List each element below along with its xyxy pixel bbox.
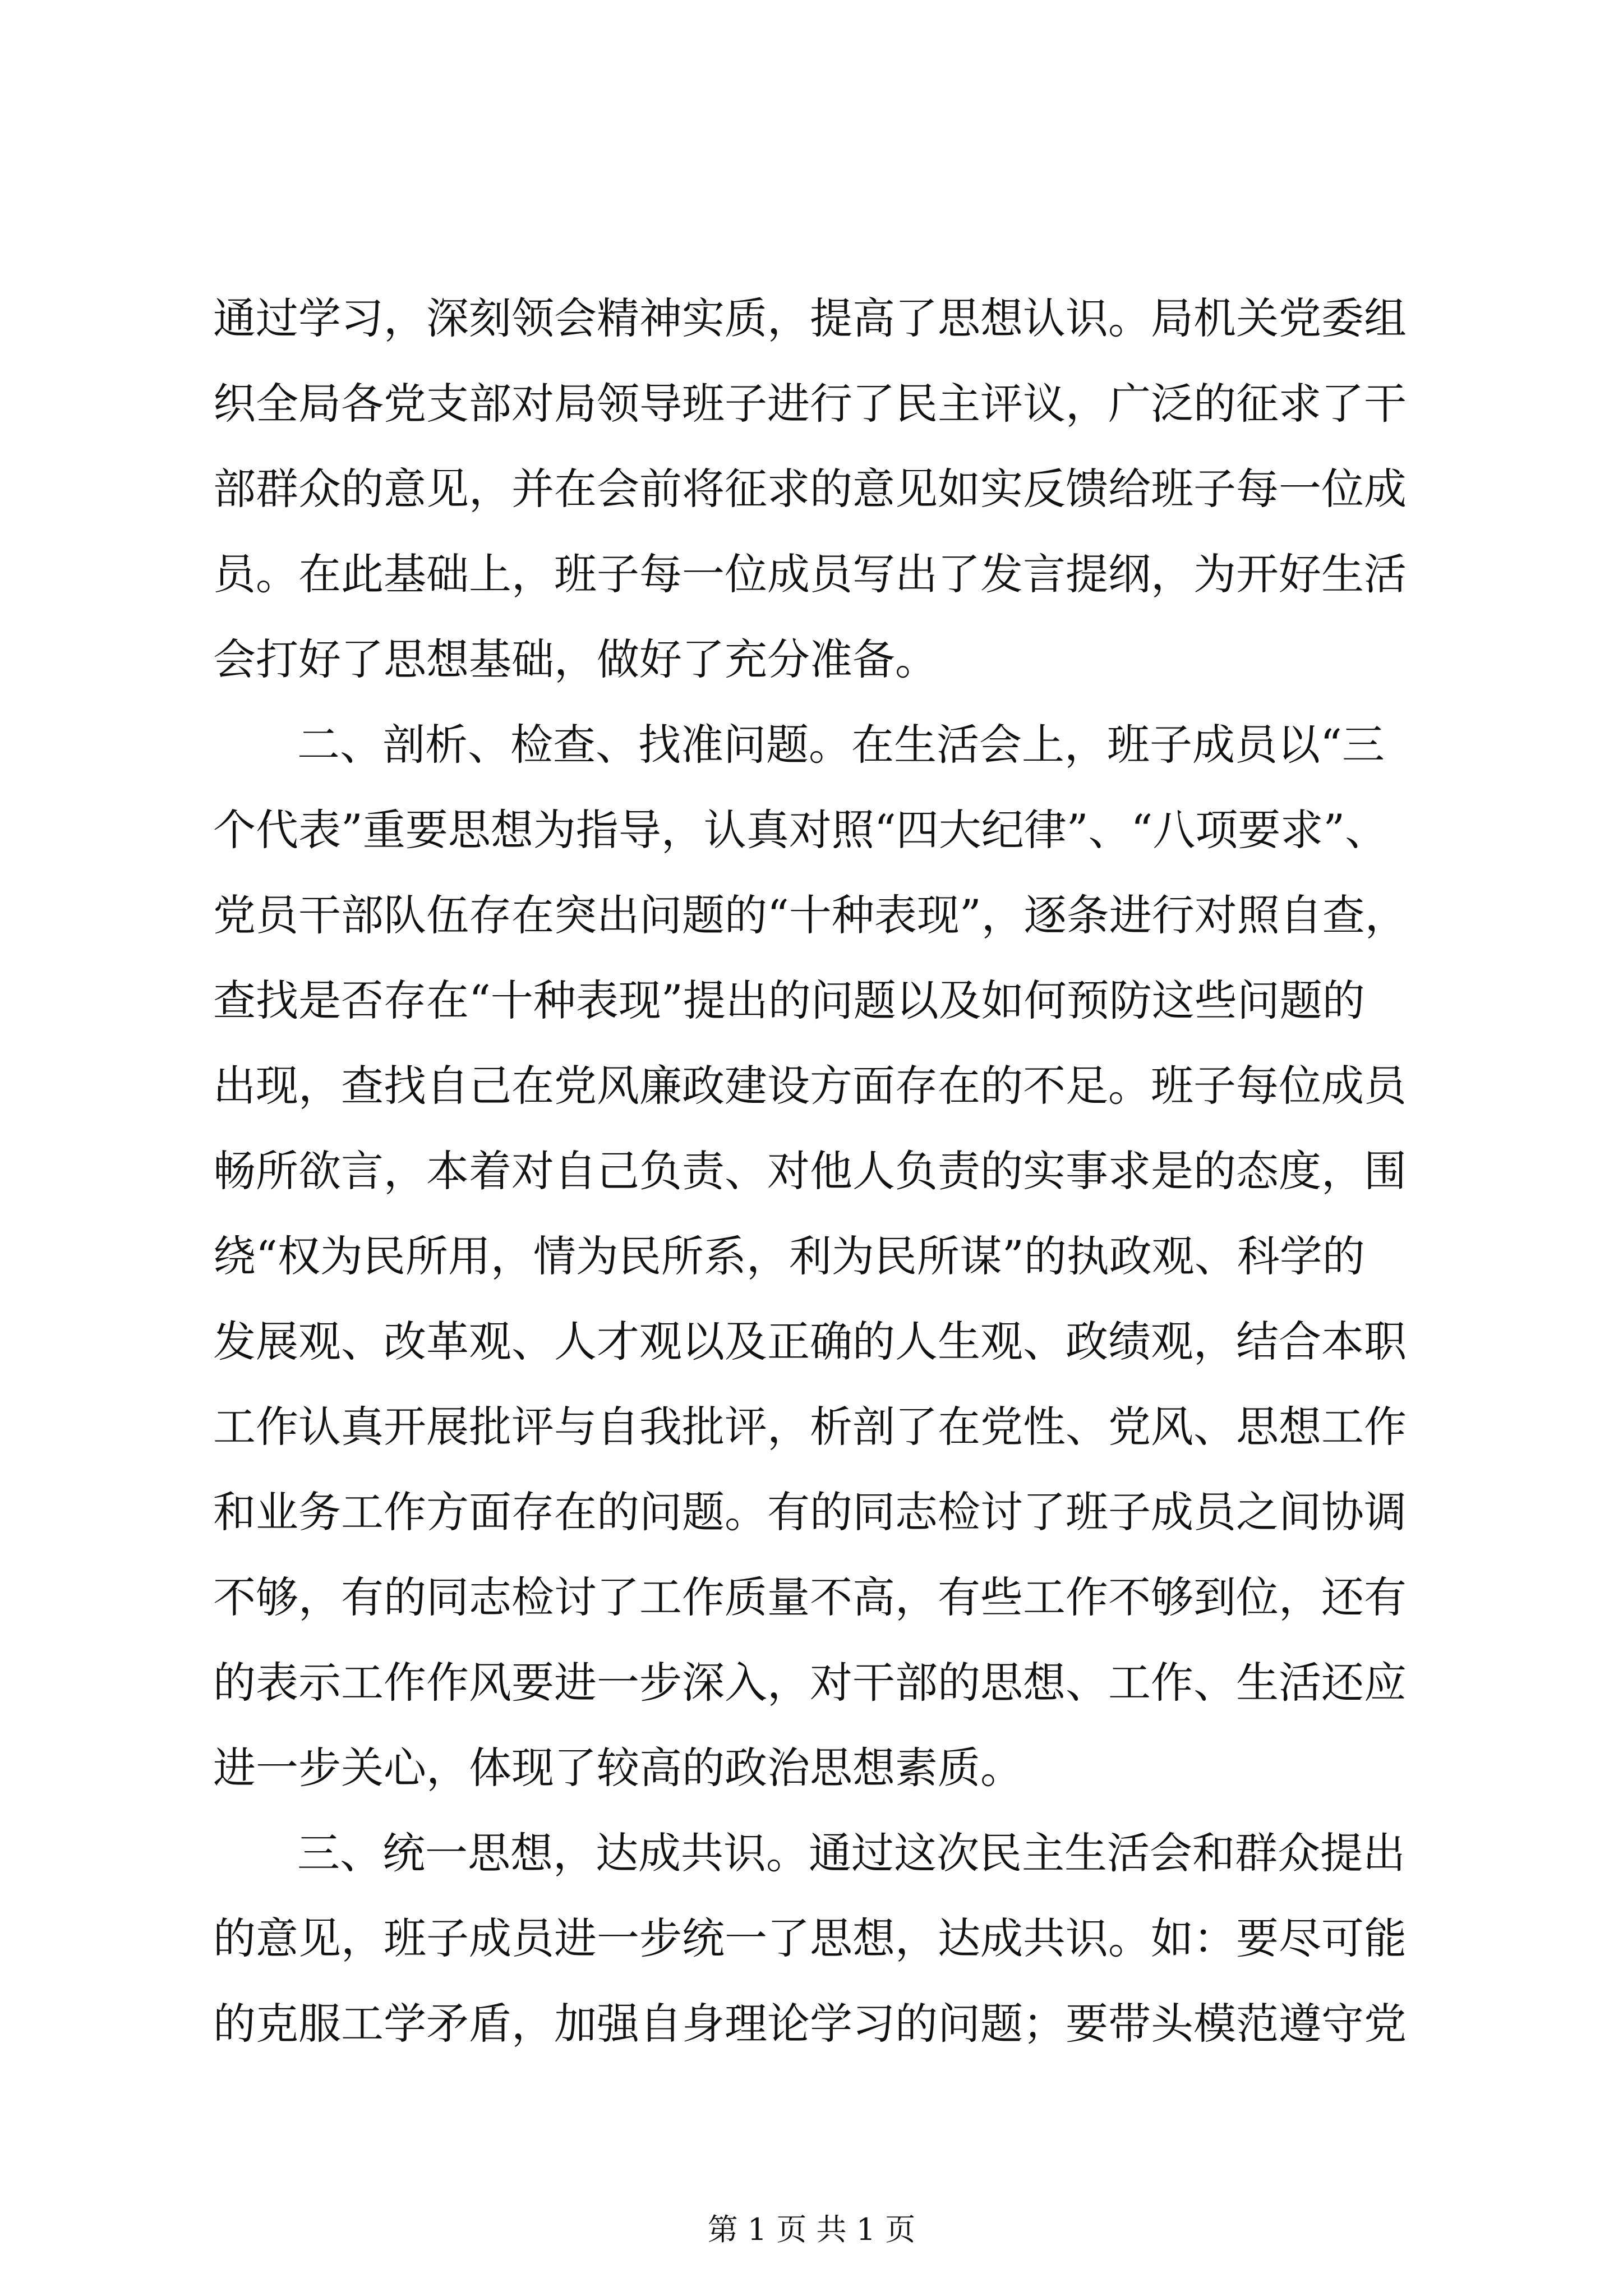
body-line: 发展观、改革观、人才观以及正确的人生观、政绩观，结合本职 (213, 1317, 1407, 1366)
body-line: 员。在此基础上，班子每一位成员写出了发言提纲，为开好生活 (213, 549, 1407, 599)
body-line: 的克服工学矛盾，加强自身理论学习的问题；要带头模范遵守党 (213, 1999, 1407, 2049)
body-line: 织全局各党支部对局领导班子进行了民主评议，广泛的征求了干 (213, 379, 1407, 429)
paragraph-first-line: 二、剖析、检查、找准问题。在生活会上，班子成员以“三 (297, 720, 1385, 770)
body-line: 工作认真开展批评与自我批评，析剖了在党性、党风、思想工作 (213, 1402, 1407, 1452)
body-line: 通过学习，深刻领会精神实质，提高了思想认识。局机关党委组 (213, 293, 1407, 343)
body-line: 不够，有的同志检讨了工作质量不高，有些工作不够到位，还有 (213, 1572, 1407, 1622)
body-line: 进一步关心，体现了较高的政治思想素质。 (213, 1743, 1023, 1793)
body-line: 查找是否存在“十种表现”提出的问题以及如何预防这些问题的 (213, 976, 1365, 1025)
body-line: 和业务工作方面存在的问题。有的同志检讨了班子成员之间协调 (213, 1487, 1407, 1537)
body-line: 畅所欲言，本着对自己负责、对他人负责的实事求是的态度，围 (213, 1146, 1407, 1196)
body-line: 党员干部队伍存在突出问题的“十种表现”，逐条进行对照自查， (213, 890, 1408, 940)
body-line: 会打好了思想基础，做好了充分准备。 (213, 634, 938, 684)
paragraph-first-line: 三、统一思想，达成共识。通过这次民主生活会和群众提出 (297, 1828, 1405, 1878)
body-line: 部群众的意见，并在会前将征求的意见如实反馈给班子每一位成 (213, 464, 1407, 514)
body-line: 个代表”重要思想为指导，认真对照“四大纪律”、“八项要求”、 (213, 805, 1388, 855)
body-line: 出现，查找自己在党风廉政建设方面存在的不足。班子每位成员 (213, 1061, 1407, 1111)
body-line: 的表示工作作风要进一步深入，对干部的思想、工作、生活还应 (213, 1658, 1407, 1708)
body-line: 绕“权为民所用，情为民所系，利为民所谋”的执政观、科学的 (213, 1231, 1365, 1281)
body-line: 的意见，班子成员进一步统一了思想，达成共识。如：要尽可能 (213, 1913, 1407, 1963)
page-footer: 第 1 页 共 1 页 (707, 2212, 916, 2247)
